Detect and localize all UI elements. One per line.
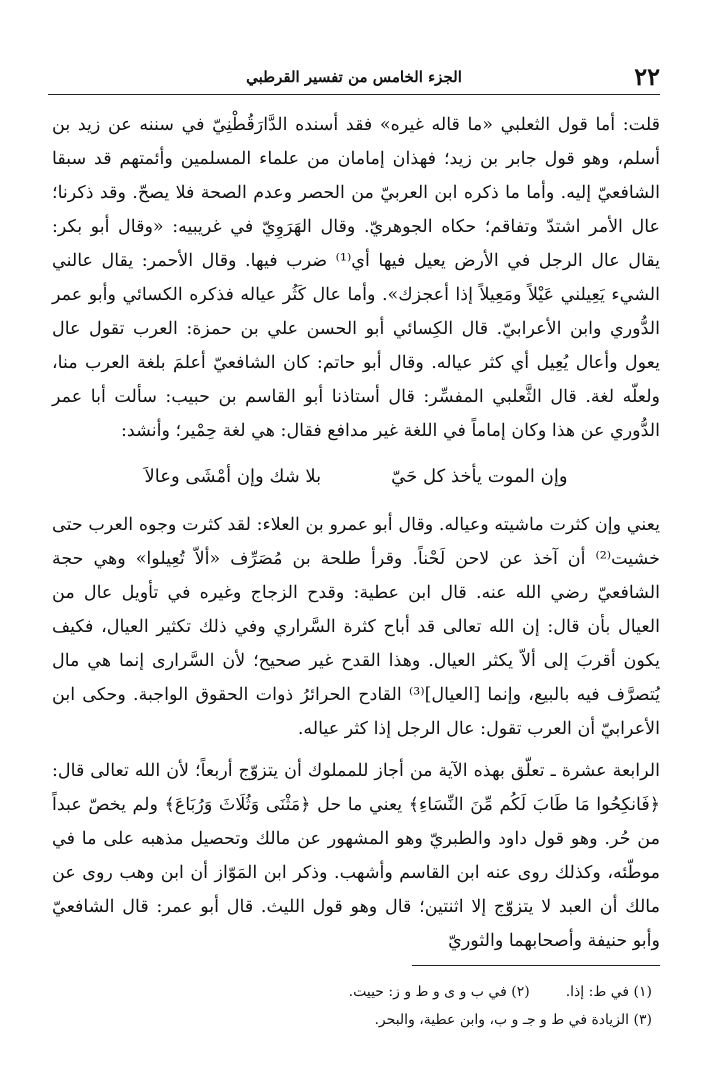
footnote-row [52,978,652,1006]
page-header [48,58,660,95]
paragraph-section-14: الرابعة عشرة ـ تعلّق بهذه الآية من أجاز للمملوك أن يتزوّج أربعاً؛ لأن الله تعالى قال: ﴿فَانكِحُوا مَا طَابَ لَكُم مِّنَ النِّسَاءِ﴾ يعني ما حل ﴿مَثْنَى وَثُلَاثَ وَرُبَاعَ﴾ ولم يخصّ عبداً من حُر. وهو قول داود والطبريّ وهو المشهور عن مالك وتحصيل مذهبه على ما في موطّئه، وكذلك روى عنه ابن القاسم وأشهب. وذكر ابن المَوّاز أن ابن وهب روى عن مالك أن العبد لا يتزوّج إلا اثنتين؛ قال وهو قول الليث. قال أبو عمر: قال الشافعيّ وأبو حنيفة وأصحابهما والثوريّ [52,761,660,951]
footnote-separator [412,965,660,966]
running-title: الجزء الخامس من تفسير القرطبي [246,68,462,86]
footnotes [52,978,652,1034]
page-number: ٢٢ [634,62,660,91]
verse-first-hemistich: وإن الموت يأخذ كل حَيّ [391,466,568,487]
paragraph: يعني وإن كثرت ماشيته وعياله. وقال أبو عمرو بن العلاء: لقد كثرت وجوه العرب حتى خشيت⁽²⁾ أن آخذ عن لاحن لَحْناً. وقرأ طلحة بن مُصَرِّف «ألاّ تُعِيلوا» وهي حجة الشافعيّ رضي الله عنه. قال ابن عطية: وقدح الزجاج وغيره في تأويل عال من العيال بأن قال: إن الله تعالى قد أباح كثرة السَّراري وفي ذلك تكثير العيال، فكيف يكون أقربَ إلى ألاّ يكثر العيال. وهذا القدح غير صحيح؛ لأن السَّرارى إنما هي مال يُتصرَّف فيه بالبيع، وإنما [العيال]⁽³⁾ القادح الحرائرُ ذوات الحقوق الواجبة. وحكى ابن الأعرابيّ أن العرب تقول: عال الرجل إذا كثر عياله. [52,515,660,739]
footnote-3: (٣) الزيادة في ط و جـ و ب، وابن عطية، والبحر. [374,1012,652,1028]
main-text [52,108,660,958]
poetry-verse [52,452,660,502]
footnote-1: (١) في ط: إذا. [565,984,652,1000]
footnote-2: (٢) في ب و ى و ط و ز: حييت. [348,984,530,1000]
verse-second-hemistich: بلا شك وإن أمْشَى وعالاَ [144,466,322,487]
paragraph: قلت: أما قول الثعلبي «ما قاله غيره» فقد أسنده الدَّارَقُطْنِيّ في سننه عن زيد بن أسلم، وهو قول جابر بن زيد؛ فهذان إمامان من علماء المسلمين وأئمتهم قد سبقا الشافعيّ إليه. وأما ما ذكره ابن العربيّ من الحصر وعدم الصحة فلا يصحّ. وقد ذكرنا؛ عال الأمر اشتدّ وتفاقم؛ حكاه الجوهريّ. وقال الهَرَوِيّ في غريبيه: «وقال أبو بكر: يقال عال الرجل في الأرض يعيل فيها أي⁽¹⁾ ضرب فيها. وقال الأحمر: يقال عالني الشيء يَعِيلني عَيْلاً ومَعِيلاً إذا أعجزك». وأما عال كَثُر عياله فذكره الكسائي وأبو عمر الدُّوري وابن الأعرابيّ. قال الكِسائي أبو الحسن علي بن حمزة: العرب تقول عال يعول وأعال يُعِيل أي كثر عياله. وقال أبو حاتم: كان الشافعيّ أعلمَ بلغة العرب منا، ولعلّه لغة. قال الثَّعلبي المفسِّر: قال أستاذنا أبو القاسم بن حبيب: سألت أبا عمر الدُّوري عن هذا وكان إماماً في اللغة غير مدافع فقال: هي لغة حِمْير؛ وأنشد: [52,115,660,441]
